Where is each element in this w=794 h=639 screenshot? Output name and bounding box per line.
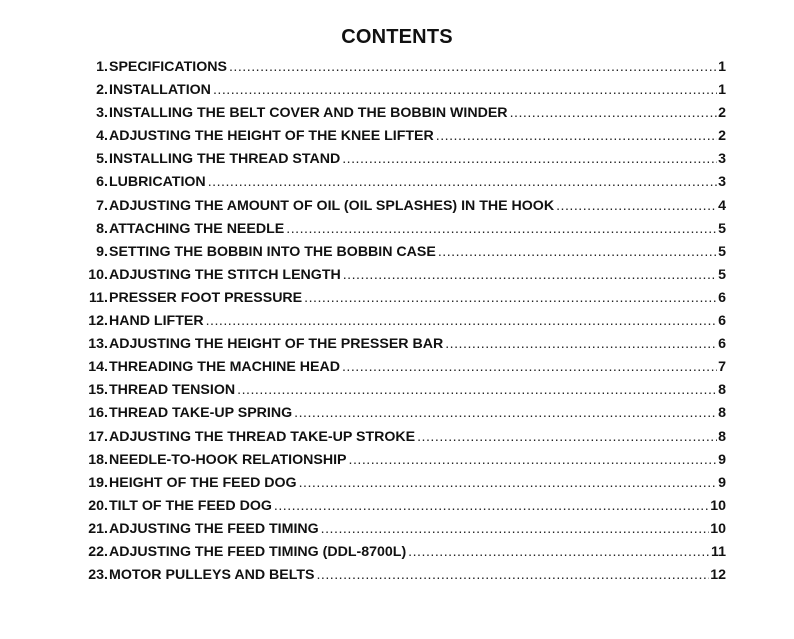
toc-entry-number: 17. — [88, 428, 108, 445]
toc-entry-page-number: 8 — [718, 382, 726, 399]
toc-entry-title: HAND LIFTER — [109, 313, 204, 330]
toc-entry-number: 21. — [88, 520, 108, 537]
toc-entry-page-number: 4 — [718, 197, 726, 214]
toc-entry[interactable] — [76, 544, 726, 567]
toc-dot-leader — [438, 244, 717, 260]
toc-dot-leader — [294, 405, 717, 421]
toc-entry-page-number: 6 — [718, 313, 726, 330]
toc-entry-page-number: 7 — [718, 359, 726, 376]
toc-entry-page-number: 12 — [710, 567, 726, 584]
toc-entry-page-number: 5 — [718, 266, 726, 283]
toc-entry[interactable] — [76, 498, 726, 521]
toc-entry[interactable] — [76, 521, 726, 544]
toc-entry-title: MOTOR PULLEYS AND BELTS — [109, 567, 315, 584]
toc-entry-number: 6. — [96, 174, 108, 191]
toc-entry-title: THREAD TAKE-UP SPRING — [109, 405, 293, 422]
toc-entry-title: ADJUSTING THE STITCH LENGTH — [109, 266, 341, 283]
toc-entry-page-number: 10 — [710, 520, 726, 537]
toc-entry-number: 22. — [88, 543, 108, 560]
toc-dot-leader — [342, 359, 717, 375]
toc-entry[interactable] — [76, 105, 726, 128]
toc-entry[interactable] — [76, 475, 726, 498]
table-of-contents — [76, 59, 726, 590]
toc-dot-leader — [556, 198, 717, 214]
toc-entry-title: ADJUSTING THE THREAD TAKE-UP STROKE — [109, 428, 416, 445]
toc-dot-leader — [208, 174, 717, 190]
toc-entry[interactable] — [76, 221, 726, 244]
toc-entry-title: HEIGHT OF THE FEED DOG — [109, 474, 297, 491]
toc-entry-number: 9. — [96, 243, 108, 260]
toc-entry-title: ADJUSTING THE AMOUNT OF OIL (OIL SPLASHES) IN THE HOOK — [109, 197, 555, 214]
toc-entry-title: LUBRICATION — [109, 174, 206, 191]
toc-entry-page-number: 1 — [718, 59, 726, 75]
toc-entry-title: NEEDLE-TO-HOOK RELATIONSHIP — [109, 451, 347, 468]
toc-dot-leader — [408, 544, 710, 560]
toc-entry[interactable] — [76, 405, 726, 428]
toc-entry-title: SETTING THE BOBBIN INTO THE BOBBIN CASE — [109, 243, 436, 260]
toc-dot-leader — [304, 290, 717, 306]
toc-dot-leader — [349, 452, 718, 468]
toc-entry-title: INSTALLING THE BELT COVER AND THE BOBBIN WINDER — [109, 105, 508, 122]
toc-entry-number: 2. — [96, 82, 108, 99]
toc-entry[interactable] — [76, 128, 726, 151]
toc-entry-page-number: 5 — [718, 220, 726, 237]
toc-entry-number: 18. — [88, 451, 108, 468]
toc-entry[interactable] — [76, 59, 726, 82]
toc-entry-page-number: 2 — [718, 128, 726, 145]
toc-entry-page-number: 5 — [718, 243, 726, 260]
toc-entry-page-number: 3 — [718, 174, 726, 191]
toc-dot-leader — [206, 313, 718, 329]
toc-entry[interactable] — [76, 198, 726, 221]
toc-entry-title: THREADING THE MACHINE HEAD — [109, 359, 340, 376]
toc-entry-title: ADJUSTING THE HEIGHT OF THE PRESSER BAR — [109, 336, 444, 353]
page-title: CONTENTS — [341, 26, 453, 48]
toc-entry-page-number: 6 — [718, 336, 726, 353]
toc-entry[interactable] — [76, 267, 726, 290]
toc-entry-title: ADJUSTING THE HEIGHT OF THE KNEE LIFTER — [109, 128, 434, 145]
toc-entry-title: ADJUSTING THE FEED TIMING — [109, 520, 319, 537]
toc-entry[interactable] — [76, 567, 726, 590]
toc-entry-page-number: 1 — [718, 82, 726, 99]
toc-entry[interactable] — [76, 336, 726, 359]
toc-entry-title: TILT OF THE FEED DOG — [109, 497, 272, 514]
toc-entry-title: THREAD TENSION — [109, 382, 236, 399]
toc-dot-leader — [445, 336, 717, 352]
toc-entry-number: 15. — [88, 382, 108, 399]
toc-entry-number: 4. — [96, 128, 108, 145]
toc-entry-number: 5. — [96, 151, 108, 168]
toc-entry-page-number: 9 — [718, 451, 726, 468]
toc-entry[interactable] — [76, 151, 726, 174]
toc-entry[interactable] — [76, 174, 726, 197]
toc-dot-leader — [316, 567, 709, 583]
toc-entry-page-number: 8 — [718, 405, 726, 422]
toc-entry[interactable] — [76, 313, 726, 336]
toc-dot-leader — [436, 128, 717, 144]
toc-dot-leader — [213, 82, 717, 98]
toc-entry[interactable] — [76, 290, 726, 313]
toc-entry-title: INSTALLATION — [109, 82, 211, 99]
toc-entry[interactable] — [76, 452, 726, 475]
toc-entry-number: 3. — [96, 105, 108, 122]
toc-entry-title: PRESSER FOOT PRESSURE — [109, 289, 303, 306]
toc-dot-leader — [274, 498, 709, 514]
toc-entry-number: 8. — [96, 220, 108, 237]
toc-dot-leader — [343, 267, 717, 283]
toc-entry-number: 14. — [88, 359, 108, 376]
toc-entry-number: 1. — [96, 59, 108, 75]
toc-dot-leader — [299, 475, 718, 491]
toc-dot-leader — [321, 521, 710, 537]
toc-entry[interactable] — [76, 359, 726, 382]
toc-entry-page-number: 9 — [718, 474, 726, 491]
toc-entry-number: 13. — [88, 336, 108, 353]
toc-dot-leader — [237, 382, 717, 398]
toc-entry-page-number: 10 — [710, 497, 726, 514]
toc-entry-number: 23. — [88, 567, 108, 584]
toc-entry-number: 20. — [88, 497, 108, 514]
toc-entry-title: SPECIFICATIONS — [109, 59, 227, 75]
toc-dot-leader — [510, 105, 718, 121]
toc-entry-title: ATTACHING THE NEEDLE — [109, 220, 285, 237]
toc-entry-page-number: 2 — [718, 105, 726, 122]
toc-dot-leader — [286, 221, 717, 237]
toc-entry-number: 19. — [88, 474, 108, 491]
toc-entry-title: ADJUSTING THE FEED TIMING (DDL-8700L) — [109, 543, 407, 560]
toc-entry-page-number: 6 — [718, 289, 726, 306]
toc-dot-leader — [342, 151, 717, 167]
toc-entry-page-number: 8 — [718, 428, 726, 445]
toc-entry-page-number: 3 — [718, 151, 726, 168]
toc-entry-page-number: 11 — [711, 543, 726, 560]
toc-entry-number: 10. — [88, 266, 108, 283]
toc-entry-title: INSTALLING THE THREAD STAND — [109, 151, 341, 168]
toc-entry[interactable] — [76, 82, 726, 105]
toc-entry[interactable] — [76, 244, 726, 267]
toc-entry-number: 7. — [96, 197, 108, 214]
toc-entry-number: 12. — [88, 313, 108, 330]
toc-entry-number: 11. — [89, 289, 108, 306]
toc-entry[interactable] — [76, 382, 726, 405]
toc-dot-leader — [229, 59, 717, 75]
toc-dot-leader — [417, 429, 717, 445]
toc-entry-number: 16. — [88, 405, 108, 422]
toc-entry[interactable] — [76, 429, 726, 452]
